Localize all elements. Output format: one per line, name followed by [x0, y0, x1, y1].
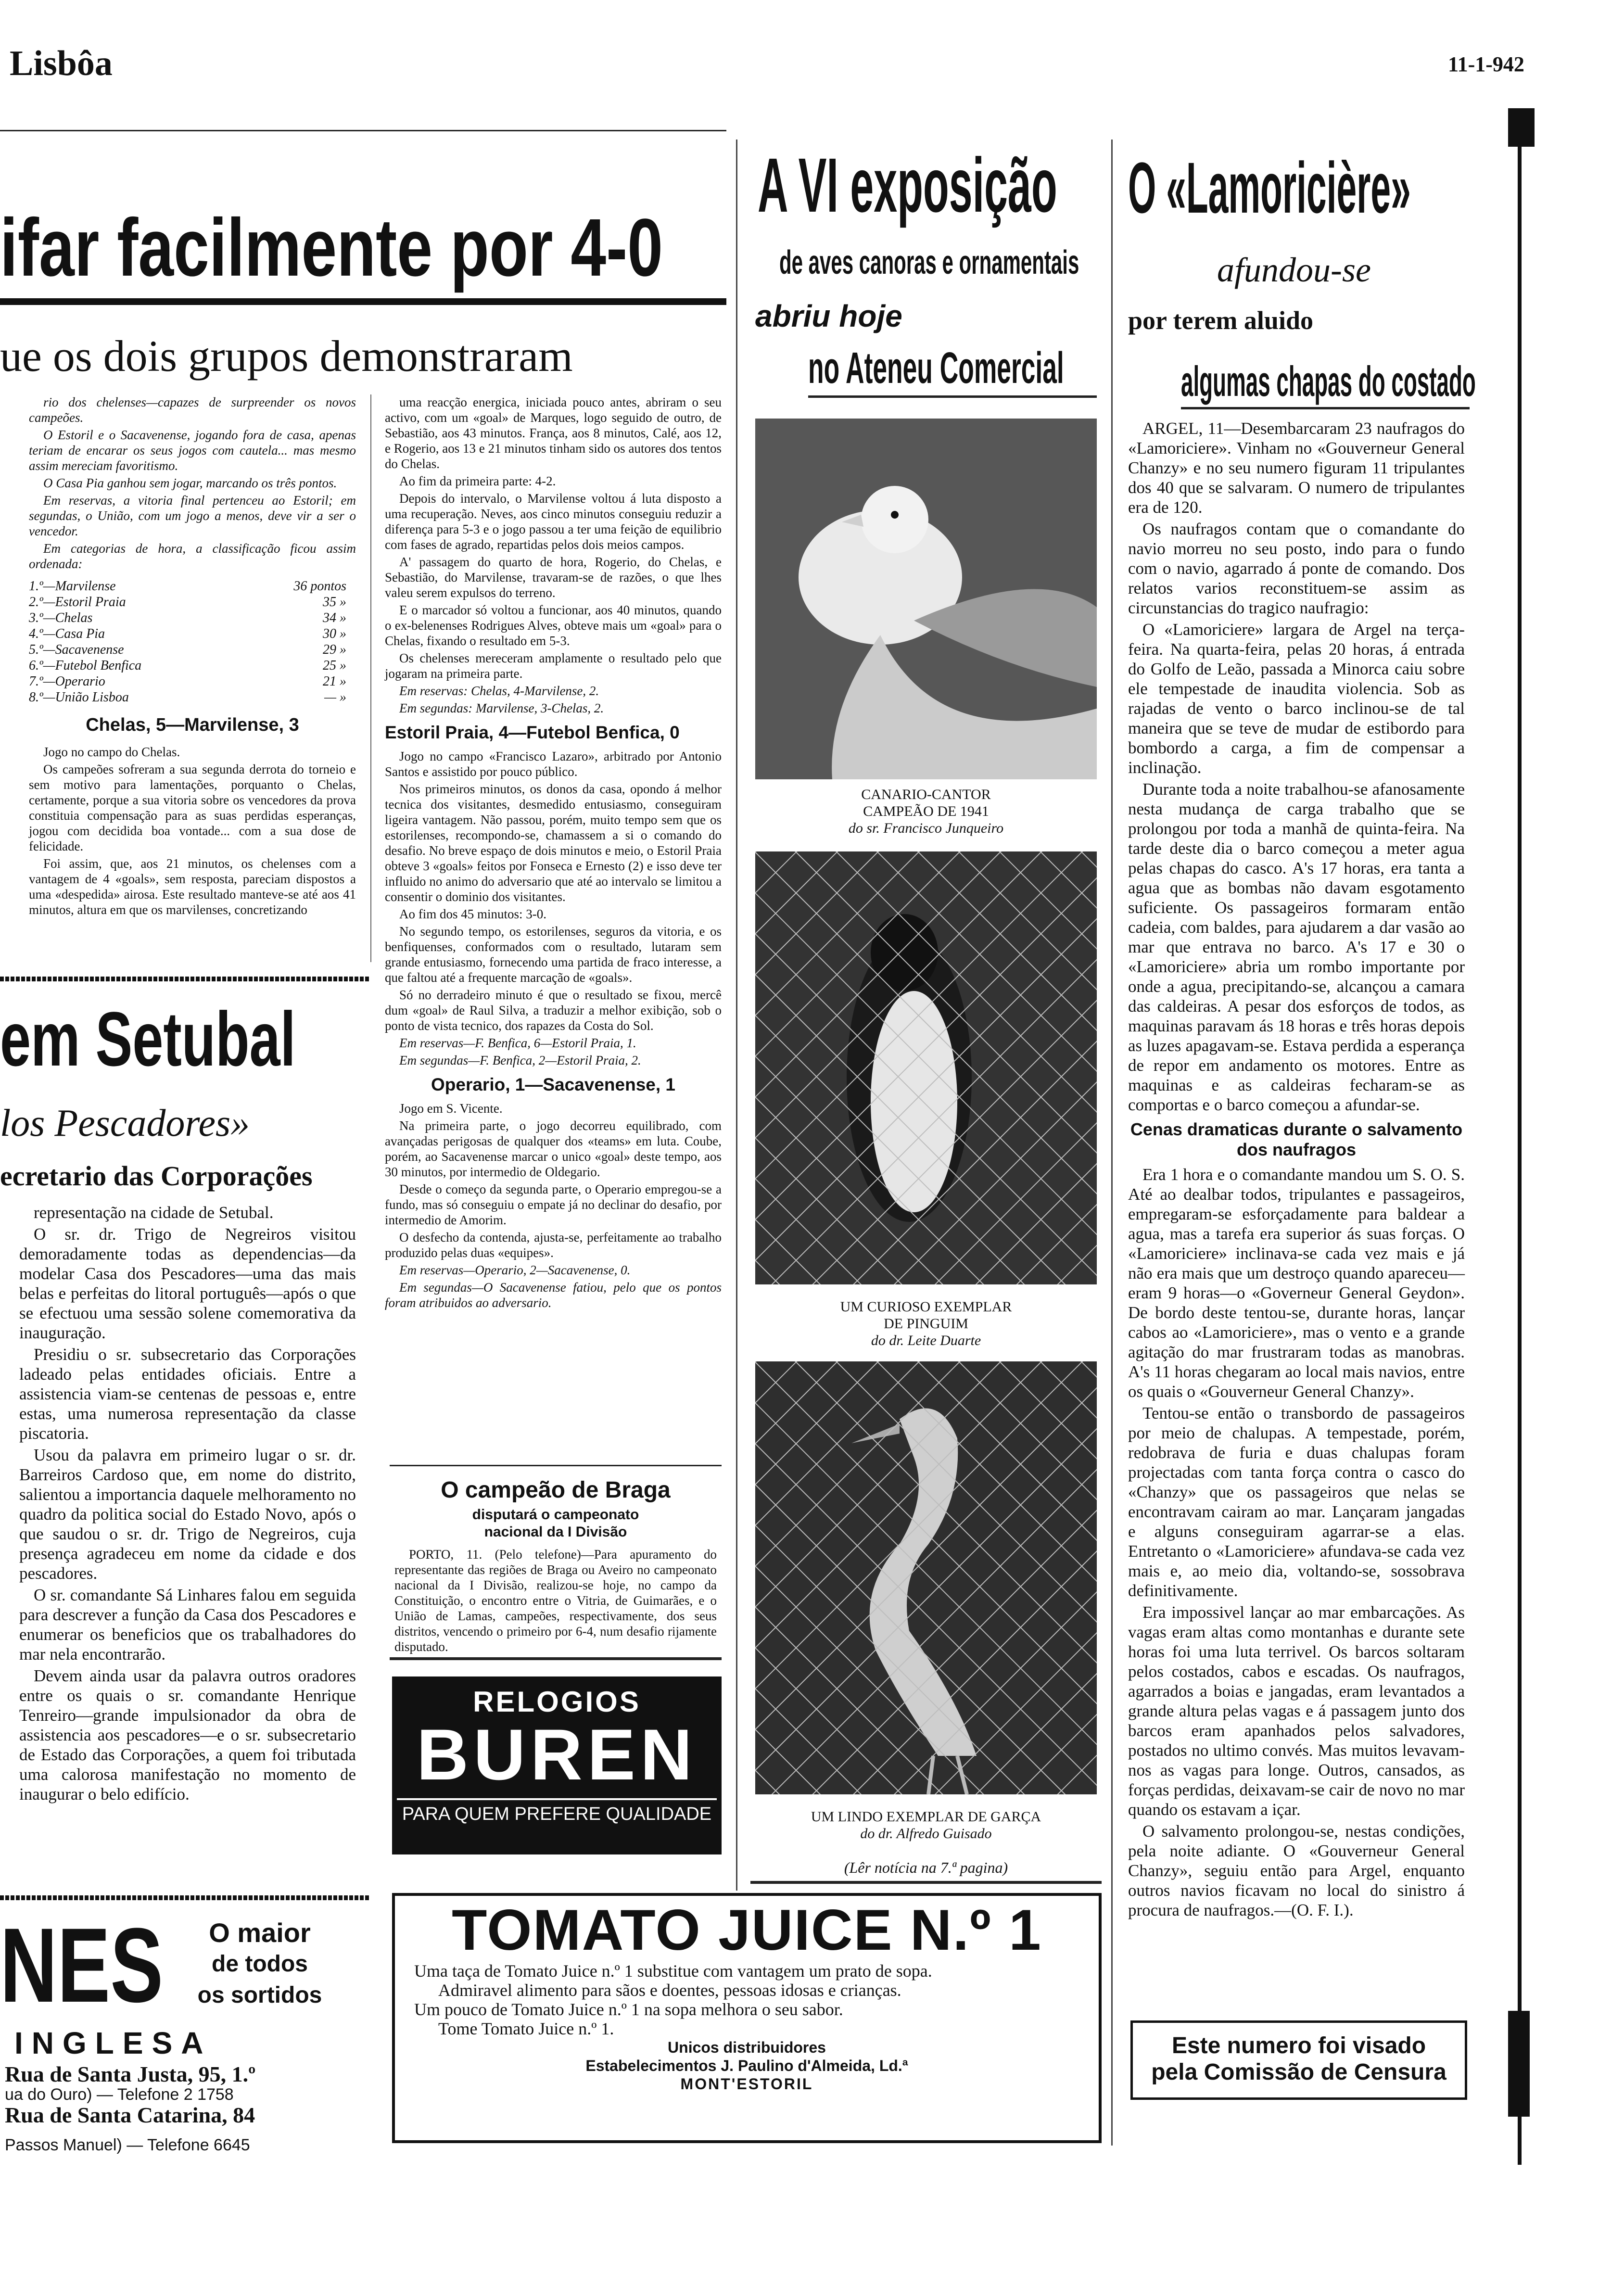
inglesa-addr-3: Rua de Santa Catarina, 84	[5, 2103, 255, 2127]
sports-headline: ifar facilmente por 4-0	[0, 202, 663, 293]
tomato-line-3: Um pouco de Tomato Juice n.º 1 na sopa melhora o seu sabor.	[414, 2000, 843, 2019]
match1-cont-para: Os chelenses mereceram amplamente o resultado pelo que jogaram na primeira parte.	[385, 651, 722, 681]
braga-subtitle-2: nacional da I Divisão	[484, 1524, 627, 1540]
standings-row: 3.º—Chelas 34 »	[29, 610, 346, 625]
exposicao-sub-1: de aves canoras e ornamentais	[779, 243, 1079, 281]
column-rule	[736, 140, 737, 1891]
penguin-photo	[755, 851, 1097, 1284]
standings-table	[29, 578, 346, 705]
exposicao-sub-2: abriu hoje	[755, 299, 902, 333]
exposicao-rule	[808, 395, 1097, 398]
braga-title: O campeão de Braga	[441, 1477, 671, 1503]
match3-title: Operario, 1—Sacavenense, 1	[431, 1075, 675, 1094]
match3-para: Na primeira parte, o jogo decorreu equilibrado, com avançadas perigosas de qualquer dos «teams» em luta. Coube, porém, ao Sacavenense marcar o unico «goal» deste tempo, aos 30 minutos, por intermedio de Oldegario.	[385, 1118, 722, 1179]
match2-para: Ao fim dos 45 minutos: 3-0.	[399, 907, 547, 921]
sports-column-1	[29, 394, 356, 919]
match2-para: No segundo tempo, os estorilenses, seguros da vitoria, e os benfiquenses, conformados com o resultado, lutaram sem grande entusiasmo, fornecendo uma partida de fraco interesse, a que faltou até a frequente marcação de «goals».	[385, 924, 722, 985]
match1-para: Foi assim, que, aos 21 minutos, os chelenses com a vantagem de 4 «goals», sem resposta, pareciam dispostos a uma «despedida» airosa. Este resultado manteve-se até aos 41 minutos, altura em que os marvilenses, concretizando	[29, 856, 356, 917]
standings-row: 2.º—Estoril Praia 35 »	[29, 595, 346, 610]
heron-caption-1: UM LINDO EXEMPLAR DE GARÇA	[811, 1809, 1041, 1825]
lamoriciere-para: Durante toda a noite trabalhou-se afanosamente nesta mudança de carga trabalho que se prolongou por toda a manhã de quinta-feira. Na tarde deste dia o barco começou a meter agua pelas chapas do casco. A's 17 horas, era tanta a agua que as bombas não davam esgotamento suficiente. Os passageiros formaram então cadeia, com baldes, para ajudarem a dar vasão ao mar que entrava no barco. A's 17 e 30 o «Lamoriciere» abria um rombo importante por onde a agua, precipitando-se, alcançou a camara das caldeiras. A pesar dos esforços de todos, as maquinas paravam ás 18 horas e três horas depois as luzes apagavam-se. Estava perdida a esperança de repor em andamento os motores. Entre as maquinas e as caldeiras fecharam-se as comportas e o barco começou a afundar-se.	[1128, 780, 1465, 1114]
match3-para: Em reservas—Operario, 2—Sacavenense, 0.	[399, 1263, 631, 1277]
penguin-image	[755, 851, 1097, 1284]
standings-row: 1.º—Marvilense 36 pontos	[29, 579, 346, 594]
canary-caption-1: CANARIO-CANTOR	[861, 787, 991, 802]
intro-para: rio dos chelenses—capazes de surpreender os novos campeões.	[29, 395, 356, 425]
buren-top: RELOGIOS	[473, 1686, 641, 1718]
lamoriciere-para: Era impossivel lançar ao mar embarcações. As vagas eram altas como montanhas e durante sete horas foi uma luta terrivel. Os barcos soltaram pelos costados, cabos e escadas. Os naufragos, agarrados a boias e jangadas, eram levantados a grande altura pelas vagas e á passagem junto dos barcos eram apanhados pelos salvadores, postados no ultimo convés. Mas muitos levavam-nos as vagas para longe. Outros, cansados, as forças perdidas, deixavam-se cair de novo no mar quando os estavam a içar.	[1128, 1603, 1465, 1819]
match2-para: Jogo no campo «Francisco Lazaro», arbitrado por Antonio Santos e assistido por pouco público.	[385, 749, 722, 779]
standings-row: 6.º—Futebol Benfica 25 »	[29, 658, 346, 673]
match1-cont-para: Em reservas: Chelas, 4-Marvilense, 2.	[399, 684, 599, 698]
match2-title: Estoril Praia, 4—Futebol Benfica, 0	[385, 723, 680, 742]
lamoriciere-sub-3: algumas chapas do costado	[1181, 357, 1476, 405]
exposicao-bottom-rule	[750, 1881, 1102, 1884]
match1-cont-para: Em segundas: Marvilense, 3-Chelas, 2.	[399, 701, 604, 715]
standings-row: 7.º—Operario 21 »	[29, 674, 346, 689]
penguin-caption-1: UM CURIOSO EXEMPLAR	[840, 1299, 1012, 1315]
match1-para: Os campeões sofreram a sua segunda derrota do torneio e sem motivo para lamentações, porquanto o Chelas, certamente, porque a sua vitoria sobre os vencedores da prova constituia compensação para as suas perdidas esperanças, jogou com decidida boa vontade... com a sua dose de felicidade.	[29, 762, 356, 853]
intro-para: O Estoril e o Sacavenense, jogando fora de casa, apenas teriam de encarar os seus jogos com cautela... mas mesmo assim mereciam favoritismo.	[29, 428, 356, 473]
buren-ad	[392, 1676, 722, 1854]
match1-cont-para: uma reacção energica, iniciada pouco antes, abriram o seu activo, com um «goal» de Marques, logo seguido de outro, de Sebastião, aos 43 minutos. França, aos 8 minutos, Calé, aos 12, e Rogerio, aos 13 e 21 minutos tinham sido os autores dos tentos do Chelas.	[385, 395, 722, 471]
tomato-line-7: MONT'ESTORIL	[680, 2075, 813, 2093]
sports-column-2	[385, 394, 722, 1312]
braga-top-rule	[390, 1465, 722, 1466]
standings-row: 5.º—Sacavenense 29 »	[29, 642, 346, 657]
standings-row: 4.º—Casa Pia 30 »	[29, 626, 346, 641]
setubal-para: representação na cidade de Setubal.	[34, 1203, 274, 1222]
sports-intro	[29, 394, 356, 572]
match2-para: Nos primeiros minutos, os donos da casa, opondo á melhor tecnica dos visitantes, desmedido entusiasmo, conseguiram ligeira vantagem. Não passou, porém, muito tempo sem que os estorilenses, recompondo-se, chamassem a si o comando do desafio. No breve espaço de dois minutos e meio, o Estoril Praia obteve 3 «goals» feitos por Fonseca e Ernesto (2) e isso deve ter influido no animo do adversario que até ao intervalo se limitou a consentir o dominio dos visitantes.	[385, 782, 722, 904]
lamoriciere-para: O «Lamoriciere» largara de Argel na terça-feira. Na quarta-feira, pelas 20 horas, á entrada do Golfo de Leão, passada a Minorca caiu sobre ele tempestade de inaudita violencia. Sob as rajadas de vento o barco inclinou-se de tal maneira que se teve de mudar de estibordo para bombordo a carga, a fim de compensar a inclinação.	[1128, 620, 1465, 777]
intro-para: Em categorias de hora, a classificação ficou assim ordenada:	[29, 541, 356, 571]
buren-tagline: PARA QUEM PREFERE QUALIDADE	[397, 1798, 717, 1825]
intro-para: O Casa Pia ganhou sem jogar, marcando os três pontos.	[43, 476, 337, 490]
exposicao-headline: A VI exposição	[758, 142, 1057, 228]
match1-cont-para: Ao fim da primeira parte: 4-2.	[399, 474, 556, 488]
margin-bar	[1508, 108, 1535, 147]
lamoriciere-para: O salvamento prolongou-se, nestas condições, pela noite adiante. O «Gouverneur General Chanzy», seguiu então para Argel, enquanto outros navios ficavam no local do sinistro á procura de naufragos.—(O. F. I.).	[1128, 1822, 1465, 1919]
match2-para: Em reservas—F. Benfica, 6—Estoril Praia, 1.	[399, 1036, 636, 1050]
exposicao-sub-3: no Ateneu Comercial	[808, 343, 1064, 393]
tomato-line-5: Unicos distribuidores	[668, 2039, 826, 2056]
censor-line-1: Este numero foi visado	[1171, 2033, 1426, 2058]
canary-caption-3: do sr. Francisco Junqueiro	[848, 820, 1004, 836]
lamoriciere-para: Tentou-se então o transbordo de passageiros por meio de chalupas. A tempestade, porém, redobrava de furia e duas chalupas foram projectadas com tanta força contra o casco do «Chanzy» que os passageiros que nelas se encontravam cairam ao mar. Lançaram jangadas e alguns conseguiram agarrar-se a elas. Entretanto o «Lamoriciere» afundava-se cada vez mais e, ao meio dia, voltando-se, sossobrava definitivamente.	[1128, 1404, 1465, 1600]
match3-para: O desfecho da contenda, ajusta-se, perfeitamente ao trabalho produzido pelas duas «equipes».	[385, 1230, 722, 1260]
tomato-title: TOMATO JUICE N.º 1	[452, 1898, 1042, 1962]
buren-brand: BUREN	[416, 1714, 698, 1795]
match1-cont-para: Depois do intervalo, o Marvilense voltou á luta disposto a uma recuperação. Neves, aos cinco minutos conseguiu reduzir a diferença para 5-3 e o jogo passou a ter uma feição de equilibrio com fases de agrado, repartidas pelos dois meios campos.	[385, 491, 722, 552]
tomato-line-6: Estabelecimentos J. Paulino d'Almeida, Ld.ª	[585, 2057, 908, 2074]
match1-para: Jogo no campo do Chelas.	[43, 745, 180, 759]
inglesa-line-2: de todos	[212, 1951, 308, 1977]
inglesa-big: NES	[0, 1906, 164, 2024]
match3-para: Jogo em S. Vicente.	[399, 1101, 503, 1116]
match1-cont-para: E o marcador só voltou a funcionar, aos 40 minutos, quando o ex-belenenses Rodrigues Alves, obteve mais um «goal» para o Chelas, fixando o resultado em 5-3.	[385, 603, 722, 648]
masthead: Lisbôa	[10, 44, 113, 83]
censor-box	[1130, 2020, 1467, 2100]
match1-cont-para: A' passagem do quarto de hora, Rogerio, do Chelas, e Sebastião, do Marvilense, travaram-se de razões, o que lhes valeu serem expulsos do terreno.	[385, 555, 722, 600]
lamoriciere-sub-4: Cenas dramaticas durante o salvamento dos naufragos	[1130, 1119, 1463, 1159]
inglesa-line-3: os sortidos	[197, 1982, 322, 2008]
lamoriciere-para: Os naufragos contam que o comandante do navio morreu no seu posto, indo para o fundo com o navio, agarrado á ponte de comando. Dos relatos varios reconstituem-se assim as circunstancias do tragico naufragio:	[1128, 520, 1465, 617]
issue-date: 11-1-942	[1448, 52, 1524, 76]
tomato-line-2: Admiravel alimento para sãos e doentes, pessoas idosas e crianças.	[438, 1981, 901, 2000]
inglesa-addr-4: Passos Manuel) — Telefone 6645	[5, 2136, 250, 2154]
lamoriciere-para: ARGEL, 11—Desembarcaram 23 naufragos do «Lamoriciere». Vinham no «Gouverneur General Chanzy» e no seu numero figuram 11 tripulantes dos 40 que se salvaram. O numero de tripulantes era de 120.	[1128, 419, 1465, 517]
setubal-sub-1: los Pescadores»	[0, 1102, 250, 1144]
canary-image	[755, 419, 1097, 779]
lamoriciere-headline: O «Lamoricière»	[1128, 147, 1411, 228]
margin-line	[1518, 144, 1522, 2165]
setubal-para: O sr. comandante Sá Linhares falou em seguida para descrever a função da Casa dos Pescadores e enumerar os beneficios que os trabalhadores do mar nela encontrarão.	[19, 1586, 356, 1664]
lamoriciere-text-1	[1128, 419, 1465, 1922]
penguin-caption-2: DE PINGUIM	[884, 1316, 968, 1332]
setubal-text	[19, 1203, 356, 1806]
setubal-para: O sr. dr. Trigo de Negreiros visitou demoradamente todas as dependencias—da modelar Casa dos Pescadores—uma das mais belas e perfeitas do litoral português—após o que se efectuou uma sessão solene comemorativa da inauguração.	[19, 1225, 356, 1342]
tomato-line-4: Tome Tomato Juice n.º 1.	[438, 2019, 614, 2038]
match2-para: Em segundas—F. Benfica, 2—Estoril Praia, 2.	[399, 1053, 641, 1067]
heron-photo	[755, 1361, 1097, 1794]
lamoriciere-rule	[1181, 407, 1470, 409]
intro-para: Em reservas, a vitoria final pertenceu ao Estoril; em segundas, o União, com um jogo a menos, deve vir a ser o vencedor.	[29, 493, 356, 538]
inglesa-addr-1: Rua de Santa Justa, 95, 1.º	[5, 2062, 256, 2086]
setubal-para: Devem ainda usar da palavra outros oradores entre os quais o sr. comandante Henrique Tenreiro—grande impulsionador da obra de assistencia aos pescadores—e o sr. subsecretario de Estado das Corporações, a quem foi tributada uma calorosa manifestação no momento de inaugurar o belo edifício.	[19, 1666, 356, 1803]
heron-caption-2: do dr. Alfredo Guisado	[860, 1826, 992, 1842]
inglesa-brand: INGLESA	[14, 2026, 212, 2060]
setubal-top-rule	[0, 977, 370, 981]
column-rule	[370, 394, 371, 962]
match2-para: Só no derradeiro minuto é que o resultado se fixou, mercê dum «goal» de Raul Silva, a traduzir a melhor exibição, sob o ponto de vista tecnico, dos rapazes da Costa do Sol.	[385, 988, 722, 1033]
top-rule	[0, 130, 726, 131]
tomato-line-1: Uma taça de Tomato Juice n.º 1 substitue com vantagem um prato de sopa.	[414, 1961, 932, 1981]
heron-image	[755, 1361, 1097, 1794]
inglesa-line-1: O maior	[209, 1918, 311, 1948]
match3-para: Desde o começo da segunda parte, o Operario empregou-se a fundo, mas só conseguiu o empate já no declinar do desafio, por intermedio de Amorim.	[385, 1182, 722, 1227]
braga-text: PORTO, 11. (Pelo telefone)—Para apuramento do representante das regiões de Braga ou Aveiro no campeonato nacional da I Divisão, realizou-se hoje, no campo da Constituição, o encontro entre o Vitria, de Guimarães, e o União de Lamas, campeões, respectivamente, dos seus distritos, vencendo o primeiro por 6-4, num desafio rijamente disputado.	[394, 1547, 717, 1654]
setubal-para: Usou da palavra em primeiro lugar o sr. dr. Barreiros Cardoso que, em nome do distrito, salientou a importancia daquele melhoramento no quadro da politica social do Estado Novo, após o que saudou o sr. dr. Trigo de Negreiros, cuja presença agradeceu em nome da cidade e dos pescadores.	[19, 1446, 356, 1583]
penguin-caption-3: do dr. Leite Duarte	[871, 1333, 981, 1348]
sports-subheadline: ue os dois grupos demonstraram	[0, 331, 573, 381]
sports-headline-rule	[0, 298, 726, 305]
lamoriciere-para: Era 1 hora e o comandante mandou um S. O. S. Até ao dealbar todos, tripulantes e passageiros, empregaram-se esforçadamente para baldear a agua, mas a tarefa era superior ás suas forças. O «Lamoriciere» inclinava-se cada vez mais e já não era mais que um destroço quando apareceu—eram 9 horas—o «Governeur General Geydon». De bordo deste tentou-se, durante horas, lançar cabos ao «Lamoriciere», mas o vento e a grande agitação do mar frustraram todas as manobras. A's 11 horas chegaram ao local mais navios, entre os quais o «Gouverneur General Chanzy».	[1128, 1165, 1465, 1401]
lamoriciere-sub-2: por terem aluido	[1128, 306, 1313, 335]
exposicao-note: (Lêr notícia na 7.ª pagina)	[844, 1859, 1008, 1876]
inglesa-ad	[0, 1906, 375, 2127]
inglesa-addr-2: ua do Ouro) — Telefone 2 1758	[5, 2085, 234, 2104]
setubal-bottom-rule	[0, 1895, 370, 1900]
canary-photo	[755, 419, 1097, 779]
lamoriciere-sub-1: afundou-se	[1217, 251, 1371, 289]
column-rule	[1111, 140, 1113, 2146]
tomato-ad	[392, 1893, 1102, 2143]
setubal-headline: em Setubal	[0, 996, 296, 1082]
braga-subtitle-1: disputará o campeonato	[472, 1507, 639, 1523]
margin-bar-bottom	[1508, 2011, 1530, 2117]
standings-row: 8.º—União Lisboa — »	[29, 690, 346, 705]
setubal-sub-2: ecretario das Corporações	[0, 1160, 313, 1192]
braga-bottom-rule	[390, 1657, 722, 1660]
match1-title: Chelas, 5—Marvilense, 3	[86, 715, 299, 735]
censor-line-2: pela Comissão de Censura	[1151, 2059, 1446, 2085]
canary-caption-2: CAMPEÃO DE 1941	[863, 803, 989, 819]
setubal-para: Presidiu o sr. subsecretario das Corporações ladeado pelas entidades oficiais. Entre a assistencia viam-se centenas de pessoas e, entre estas, uma numerosa representação da classe piscatoria.	[19, 1345, 356, 1443]
match3-para: Em segundas—O Sacavenense fatiou, pelo que os pontos foram atribuidos ao adversario.	[385, 1280, 722, 1310]
